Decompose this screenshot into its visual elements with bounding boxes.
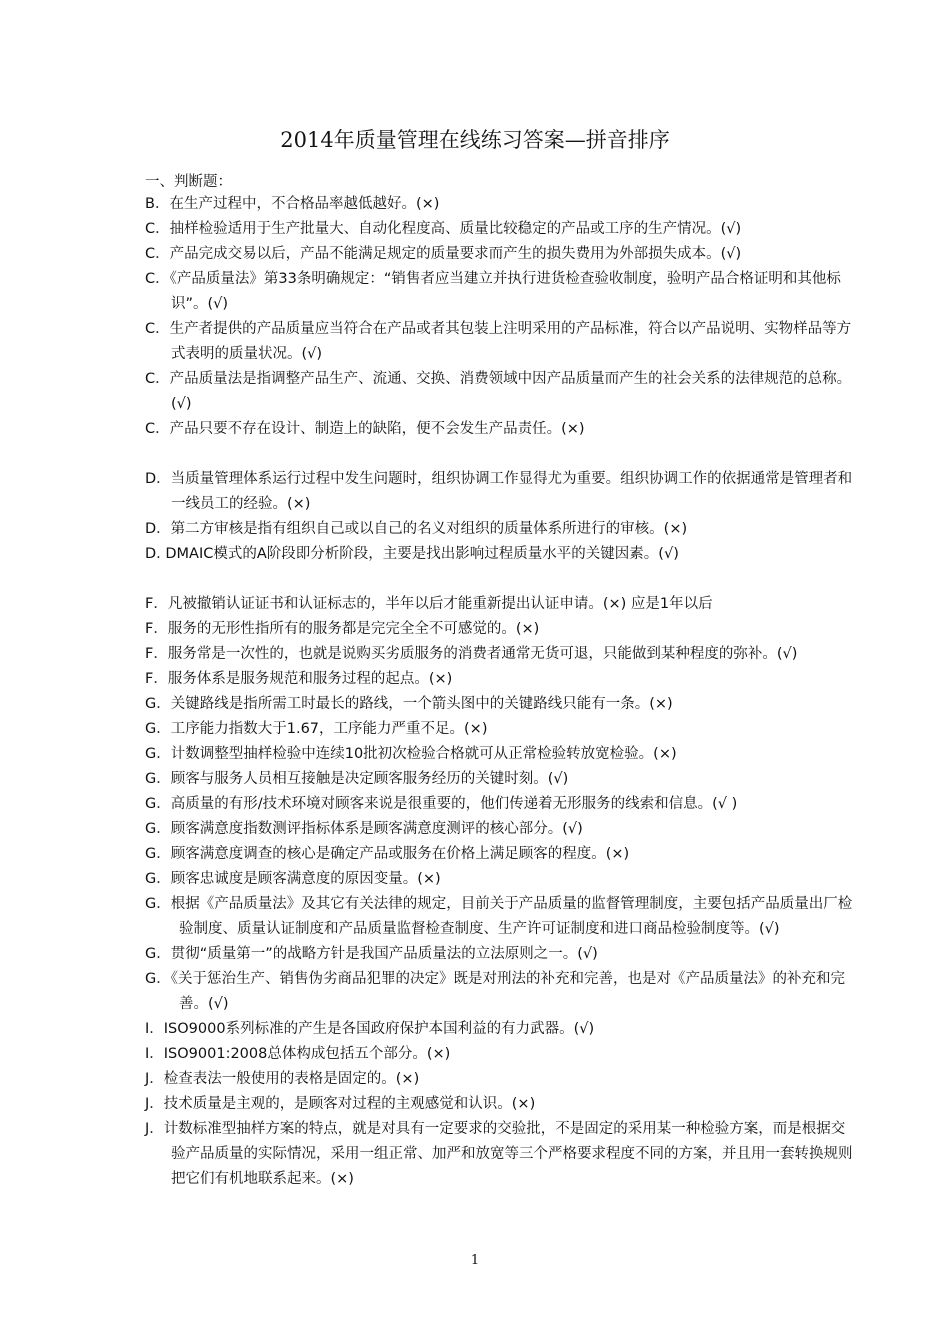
question-item: G．高质量的有形/技术环境对顾客来说是很重要的，他们传递着无形服务的线索和信息。(√ )	[145, 796, 738, 812]
question-item: G．顾客满意度调查的核心是确定产品或服务在价格上满足顾客的程度。(×)	[145, 846, 630, 862]
question-item: C．产品只要不存在设计、制造上的缺陷，便不会发生产品责任。(×)	[145, 421, 585, 437]
question-item: F．服务的无形性指所有的服务都是完完全全不可感觉的。(×)	[145, 621, 540, 637]
question-item: G．顾客与服务人员相互接触是决定顾客服务经历的关键时刻。(√)	[145, 771, 569, 787]
question-item: C．产品完成交易以后，产品不能满足规定的质量要求而产生的损失费用为外部损失成本。(√)	[145, 246, 742, 262]
question-item: C．《产品质量法》第33条明确规定：“销售者应当建立并执行进货检查验收制度，验明产品合格证明和其他标识”。(√)	[145, 271, 841, 312]
question-item: C．抽样检验适用于生产批量大、自动化程度高、质量比较稳定的产品或工序的生产情况。(√)	[145, 221, 742, 237]
question-item: D．第二方审核是指有组织自己或以自己的名义对组织的质量体系所进行的审核。(×)	[145, 521, 688, 537]
question-item: G．工序能力指数大于1.67，工序能力严重不足。(×)	[145, 721, 488, 737]
question-item: F．服务常是一次性的，也就是说购买劣质服务的消费者通常无货可退，只能做到某种程度的弥补。(√)	[145, 646, 798, 662]
question-item: J．计数标准型抽样方案的特点，就是对具有一定要求的交验批，不是固定的采用某一种检验方案，而是根据交验产品质量的实际情况，采用一组正常、加严和放宽等三个严格要求程度不同的方案，并且用一套转换规则把它们有机地联系起来。(×)	[145, 1121, 853, 1187]
question-item: F．服务体系是服务规范和服务过程的起点。(×)	[145, 671, 453, 687]
question-item: J．检查表法一般使用的表格是固定的。(×)	[145, 1071, 420, 1087]
question-list	[145, 192, 855, 1192]
question-item: G．《关于惩治生产、销售伪劣商品犯罪的决定》既是对刑法的补充和完善，也是对《产品质量法》的补充和完善。(√)	[145, 971, 845, 1012]
section-heading: 一、判断题：	[145, 174, 232, 190]
question-item: D．当质量管理体系运行过程中发生问题时，组织协调工作显得尤为重要。组织协调工作的依据通常是管理者和一线员工的经验。(×)	[145, 471, 853, 512]
question-item: G．计数调整型抽样检验中连续10批初次检验合格就可从正常检验转放宽检验。(×)	[145, 746, 677, 762]
question-item: G．贯彻“质量第一”的战略方针是我国产品质量法的立法原则之一。(√)	[145, 946, 598, 962]
question-item: F．凡被撤销认证证书和认证标志的，半年以后才能重新提出认证申请。(×) 应是1年以后	[145, 596, 713, 612]
question-item: G．关键路线是指所需工时最长的路线，一个箭头图中的关键路线只能有一条。(×)	[145, 696, 673, 712]
question-item: G．顾客忠诚度是顾客满意度的原因变量。(×)	[145, 871, 441, 887]
question-item: B．在生产过程中，不合格品率越低越好。(×)	[145, 196, 440, 212]
spacer	[145, 567, 855, 592]
question-item: G．顾客满意度指数测评指标体系是顾客满意度测评的核心部分。(√)	[145, 821, 583, 837]
document-title: 2014年质量管理在线练习答案—拼音排序	[280, 128, 670, 152]
spacer	[145, 442, 855, 467]
question-item: I．ISO9001:2008总体构成包括五个部分。(×)	[145, 1046, 451, 1062]
question-item: C．生产者提供的产品质量应当符合在产品或者其包装上注明采用的产品标准，符合以产品说明、实物样品等方式表明的质量状况。(√)	[145, 321, 852, 362]
question-item: C．产品质量法是指调整产品生产、流通、交换、消费领域中因产品质量而产生的社会关系的法律规范的总称。(√)	[145, 371, 852, 412]
question-item: G．根据《产品质量法》及其它有关法律的规定，目前关于产品质量的监督管理制度，主要包括产品质量出厂检验制度、质量认证制度和产品质量监督检查制度、生产许可证制度和进口商品检验制度等。(√)	[145, 896, 853, 937]
question-item: I．ISO9000系列标准的产生是各国政府保护本国利益的有力武器。(√)	[145, 1021, 595, 1037]
question-item: J．技术质量是主观的，是顾客对过程的主观感觉和认识。(×)	[145, 1096, 536, 1112]
page-number: 1	[470, 1253, 480, 1268]
question-item: D. DMAIC模式的A阶段即分析阶段，主要是找出影响过程质量水平的关键因素。(√)	[145, 546, 679, 562]
